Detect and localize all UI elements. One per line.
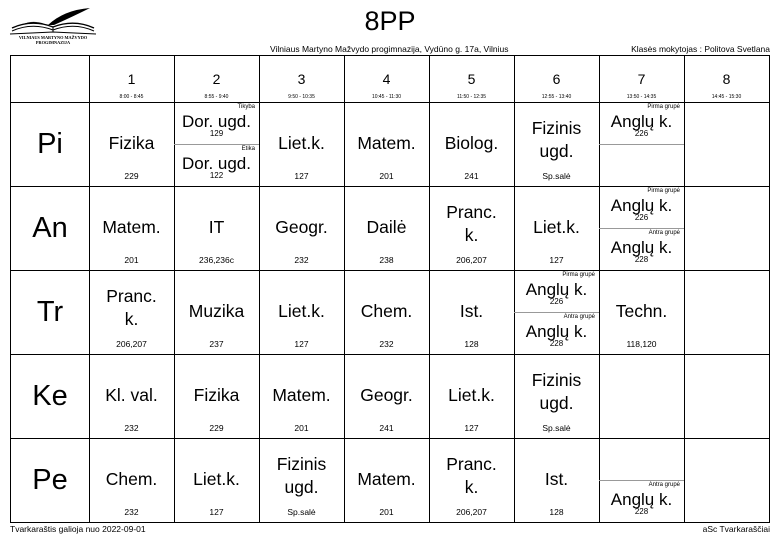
period-header — [259, 56, 344, 102]
subject-name: Matem. — [357, 133, 416, 153]
lesson-cell[interactable] — [344, 438, 429, 522]
room-number: Sp.salė — [542, 423, 571, 433]
group-label: Pirma grupė — [562, 272, 595, 278]
subject-name: Matem. — [102, 217, 161, 237]
period-time: 11:50 - 12:35 — [456, 94, 487, 100]
subject-name: Pranc. k. — [446, 454, 497, 497]
period-number: 3 — [297, 71, 306, 87]
period-header — [344, 56, 429, 102]
class-title: 8PP — [364, 6, 416, 36]
subject-name: Fizika — [108, 133, 155, 153]
lesson-cell[interactable] — [89, 186, 174, 270]
subject-name: Fizinis ugd. — [531, 118, 582, 161]
lesson-cell[interactable] — [514, 270, 599, 312]
lesson-cell[interactable] — [599, 480, 684, 522]
group-label: Pirma grupė — [647, 188, 680, 194]
lesson-cell[interactable] — [599, 186, 684, 228]
generator-credit: aSc Tvarkaraščiai — [702, 524, 770, 534]
subject-name: Fizinis ugd. — [531, 370, 582, 413]
lesson-cell[interactable] — [344, 354, 429, 438]
room-number: 237 — [209, 339, 224, 349]
room-number: 232 — [124, 507, 139, 517]
period-header — [174, 56, 259, 102]
subject-name: Liet.k. — [533, 217, 580, 237]
lesson-cell[interactable] — [429, 186, 514, 270]
period-time: 9:50 - 10:35 — [288, 94, 315, 100]
subject-name: Geogr. — [360, 385, 413, 405]
room-number: 201 — [379, 507, 394, 517]
subject-name: Chem. — [105, 469, 158, 489]
subject-name: Ist. — [544, 469, 569, 489]
room-number: 229 — [209, 423, 224, 433]
lesson-cell[interactable] — [89, 354, 174, 438]
day-label: Pe — [32, 464, 68, 496]
period-time: 13:50 - 14:35 — [626, 94, 657, 100]
period-number: 2 — [212, 71, 221, 87]
subject-name: Geogr. — [275, 217, 328, 237]
column-divider — [684, 56, 685, 522]
period-header — [599, 56, 684, 102]
subject-name: Fizinis ugd. — [276, 454, 327, 497]
room-number: 241 — [379, 423, 394, 433]
room-number: 118,120 — [626, 339, 657, 349]
room-number: 206,207 — [116, 339, 147, 349]
lesson-cell[interactable] — [174, 270, 259, 354]
period-time: 8:55 - 9:40 — [204, 94, 229, 100]
room-number: 206,207 — [456, 507, 487, 517]
subject-name: Anglų k. — [525, 280, 588, 299]
lesson-cell[interactable] — [174, 438, 259, 522]
subject-name: Liet.k. — [278, 301, 325, 321]
lesson-cell[interactable] — [599, 228, 684, 270]
lesson-cell[interactable] — [174, 354, 259, 438]
room-number: 226 — [634, 129, 649, 138]
period-number: 6 — [552, 71, 561, 87]
lesson-cell[interactable] — [259, 438, 344, 522]
subject-name: Liet.k. — [448, 385, 495, 405]
group-label: Etika — [241, 146, 255, 152]
subject-name: Liet.k. — [193, 469, 240, 489]
day-label: Ke — [32, 380, 68, 412]
room-number: 127 — [549, 255, 564, 265]
subject-name: Chem. — [360, 301, 413, 321]
period-header — [429, 56, 514, 102]
room-number: 229 — [124, 171, 139, 181]
lesson-cell[interactable] — [259, 270, 344, 354]
subject-name: Pranc. k. — [446, 202, 497, 245]
subject-name: Matem. — [272, 385, 331, 405]
room-number: 236,236c — [199, 255, 234, 265]
timetable-grid — [10, 55, 770, 523]
class-teacher: Klasės mokytojas : Politova Svetlana — [631, 44, 770, 54]
subject-name: Anglų k. — [610, 112, 673, 131]
subject-name: Anglų k. — [610, 490, 673, 509]
room-number: 127 — [294, 339, 309, 349]
group-label: Pirma grupė — [647, 104, 680, 110]
lesson-cell[interactable] — [514, 354, 599, 438]
room-number: 226 — [634, 213, 649, 222]
period-time: 12:55 - 13:40 — [541, 94, 572, 100]
period-number: 7 — [637, 71, 646, 87]
lesson-cell[interactable] — [344, 270, 429, 354]
group-divider — [599, 144, 684, 145]
subject-name: Anglų k. — [525, 322, 588, 341]
subject-name: Kl. val. — [105, 385, 158, 405]
subject-name: Techn. — [615, 301, 668, 321]
period-time: 10:45 - 11:30 — [371, 94, 402, 100]
room-number: 127 — [294, 171, 309, 181]
subject-name: Anglų k. — [610, 196, 673, 215]
group-divider — [599, 480, 684, 481]
room-number: 122 — [209, 171, 224, 180]
lesson-cell[interactable] — [514, 312, 599, 354]
lesson-cell[interactable] — [599, 270, 684, 354]
group-label: Antra grupė — [648, 482, 680, 488]
subject-name: Matem. — [357, 469, 416, 489]
subject-name: Muzika — [188, 301, 245, 321]
room-number: 228 — [549, 339, 564, 348]
subject-name: Dailė — [366, 217, 407, 237]
room-number: 201 — [124, 255, 139, 265]
room-number: 241 — [464, 171, 479, 181]
period-time: 8:00 - 8:45 — [119, 94, 144, 100]
lesson-cell[interactable] — [429, 438, 514, 522]
lesson-cell[interactable] — [429, 102, 514, 186]
lesson-cell[interactable] — [259, 354, 344, 438]
day-label: An — [32, 212, 68, 244]
lesson-cell[interactable] — [344, 102, 429, 186]
subject-name: Fizika — [193, 385, 240, 405]
subject-name: Ist. — [459, 301, 484, 321]
subject-name: IT — [208, 217, 225, 237]
room-number: 206,207 — [456, 255, 487, 265]
group-label: Tikyba — [237, 104, 255, 110]
lesson-cell[interactable] — [429, 270, 514, 354]
lesson-cell[interactable] — [514, 438, 599, 522]
school-info: Vilniaus Martyno Mažvydo progimnazija, Vydūno g. 17a, Vilnius — [270, 44, 509, 54]
room-number: 226 — [549, 297, 564, 306]
lesson-cell[interactable] — [174, 186, 259, 270]
lesson-cell[interactable] — [344, 186, 429, 270]
day-label: Tr — [36, 296, 64, 328]
group-label: Antra grupė — [563, 314, 595, 320]
lesson-cell[interactable] — [514, 102, 599, 186]
room-number: 201 — [294, 423, 309, 433]
group-label: Antra grupė — [648, 230, 680, 236]
period-number: 1 — [127, 71, 136, 87]
lesson-cell[interactable] — [174, 102, 259, 144]
lesson-cell[interactable] — [514, 186, 599, 270]
room-number: 128 — [464, 339, 479, 349]
lesson-cell[interactable] — [429, 354, 514, 438]
day-label: Pi — [37, 128, 63, 160]
lesson-cell[interactable] — [174, 144, 259, 186]
period-header — [514, 56, 599, 102]
subject-name: Dor. ugd. — [182, 112, 251, 131]
period-number: 5 — [467, 71, 476, 87]
period-header — [684, 56, 769, 102]
room-number: 201 — [379, 171, 394, 181]
room-number: 232 — [379, 339, 394, 349]
room-number: 129 — [209, 129, 224, 138]
room-number: 127 — [464, 423, 479, 433]
valid-from-note: Tvarkaraštis galioja nuo 2022-09-01 — [10, 524, 146, 534]
logo-text: VILNIAUS MARTYNO MAŽVYDO PROGIMNAZIJA — [18, 35, 88, 45]
room-number: 128 — [549, 507, 564, 517]
lesson-cell[interactable] — [259, 186, 344, 270]
period-header — [89, 56, 174, 102]
room-number: 228 — [634, 255, 649, 264]
lesson-cell[interactable] — [89, 270, 174, 354]
period-time: 14:45 - 15:30 — [711, 94, 742, 100]
room-number: 232 — [294, 255, 309, 265]
subject-name: Liet.k. — [278, 133, 325, 153]
lesson-cell[interactable] — [89, 438, 174, 522]
room-number: Sp.salė — [542, 171, 571, 181]
subject-name: Pranc. k. — [106, 286, 157, 329]
room-number: 228 — [634, 507, 649, 516]
room-number: 127 — [209, 507, 224, 517]
room-number: 238 — [379, 255, 394, 265]
room-number: 232 — [124, 423, 139, 433]
lesson-cell[interactable] — [259, 102, 344, 186]
lesson-cell[interactable] — [599, 102, 684, 144]
room-number: Sp.salė — [287, 507, 316, 517]
period-number: 8 — [722, 71, 731, 87]
subject-name: Anglų k. — [610, 238, 673, 257]
subject-name: Biolog. — [444, 133, 499, 153]
subject-name: Dor. ugd. — [182, 154, 251, 173]
period-number: 4 — [382, 71, 391, 87]
lesson-cell[interactable] — [89, 102, 174, 186]
